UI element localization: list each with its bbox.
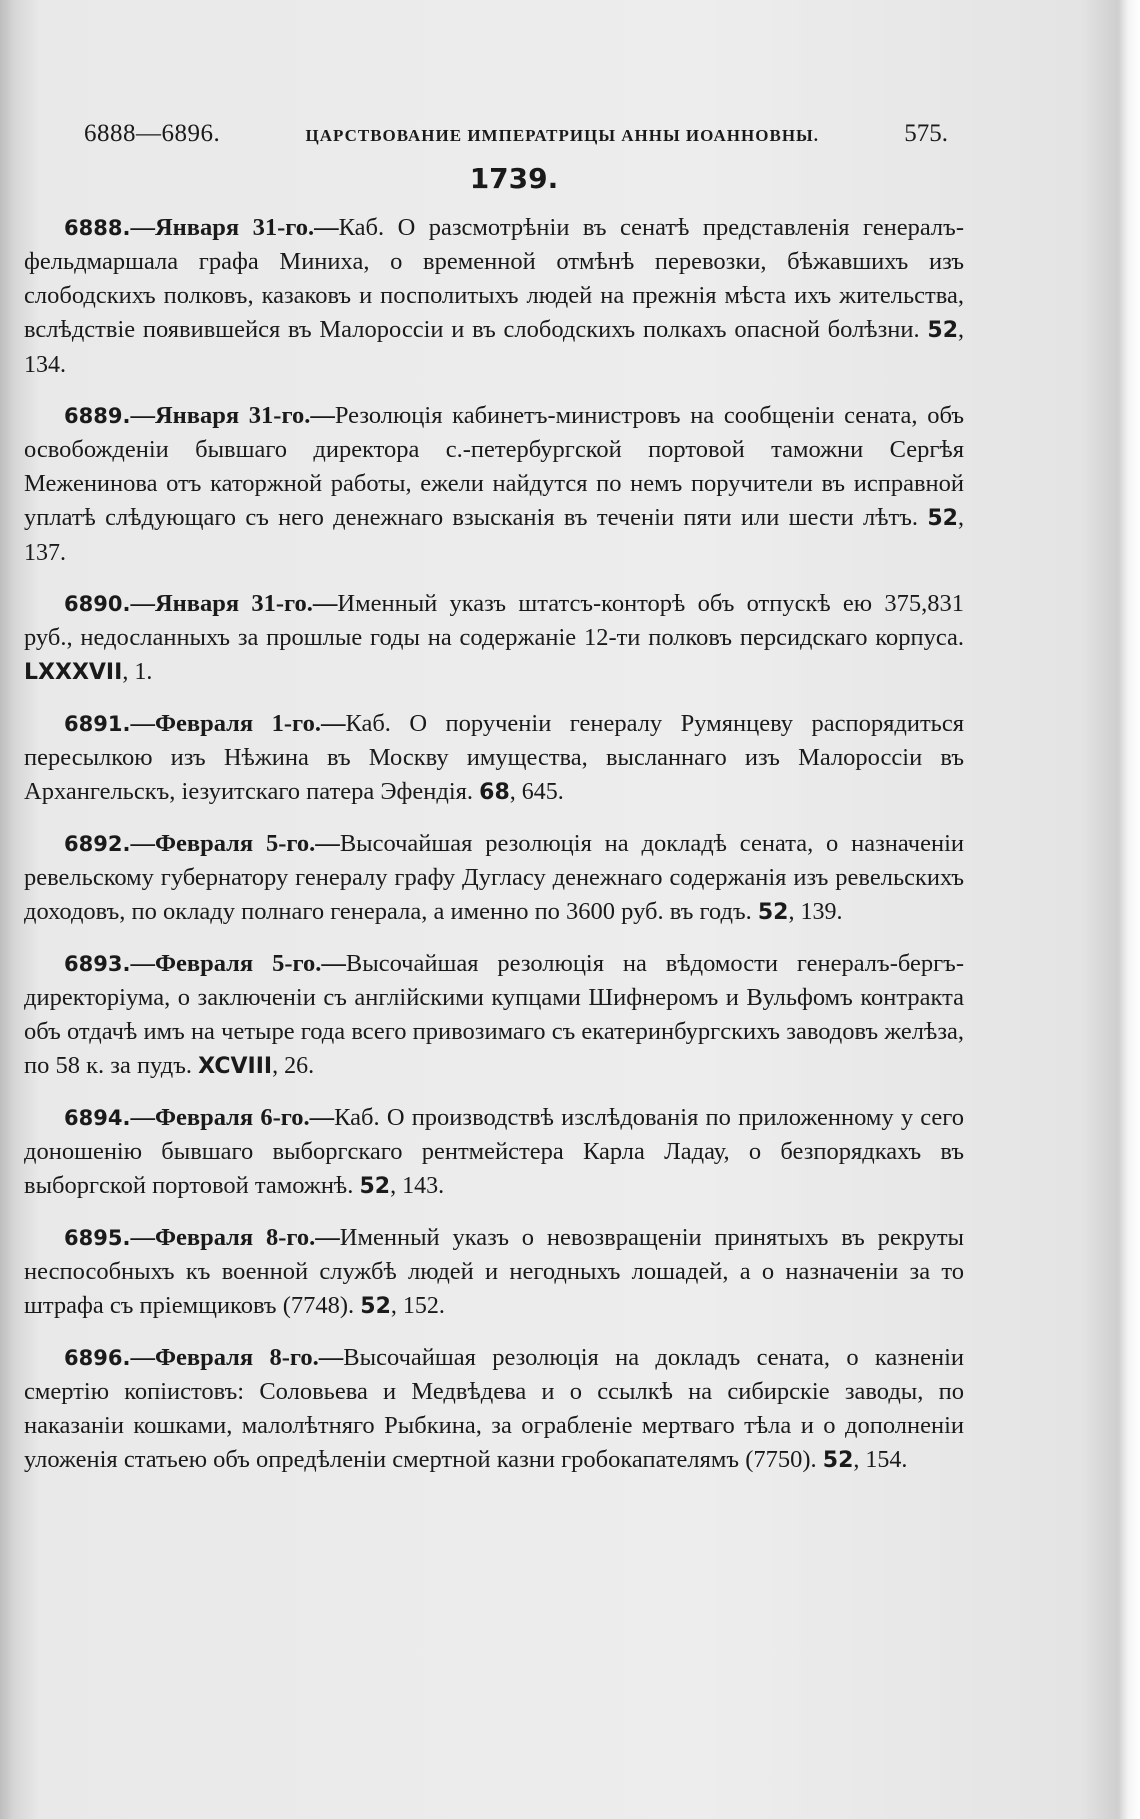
year-heading: 1739. [469,162,559,195]
entry-6891 [24,707,964,810]
entry-date: —Февраля 1-го.— [130,710,346,737]
entry-page-ref: , 154. [853,1447,908,1473]
entry-number: 6893. [64,952,131,976]
entry-6896 [24,1341,964,1478]
entry-6889 [24,399,964,570]
entry-text: Каб. О разсмотрѣніи въ сенатѣ представленія генералъ-фельдмаршала графа Миниха, о временной отмѣнѣ перевозки, бѣжавшихъ изъ слободскихъ полковъ, казаковъ и посполитыхъ людей на прежнія мѣста ихъ жительства, вслѣдствіе появившейся въ Малороссіи и въ слободскихъ полкахъ опасной болѣзни. [24,214,964,343]
entry-date: —Февраля 5-го.— [130,950,346,977]
entry-date: —Января 31-го.— [130,590,338,617]
entry-6892 [24,827,964,930]
entry-number: 6896. [64,1346,131,1370]
entry-text: Каб. О порученіи генералу Румянцеву распорядиться пересылкою изъ Нѣжина въ Москву имущества, высланнаго изъ Малороссіи въ Архангельскъ, іезуитскаго патера Эфендія. [24,710,964,805]
entry-page-ref: , 1. [122,659,153,685]
entry-number: 6888. [64,216,131,240]
document-page [24,120,964,1495]
entry-number: 6890. [64,592,131,616]
entry-6893 [24,947,964,1084]
entry-date: —Февраля 8-го.— [130,1344,344,1371]
entry-date: —Января 31-го.— [130,214,339,241]
entry-range: 6888—6896. [84,120,221,147]
entry-volume: XCVIII [198,1054,273,1079]
entry-number: 6892. [64,832,131,856]
entry-number: 6894. [64,1106,131,1130]
entry-number: 6889. [64,404,131,428]
entry-volume: LXXXVII [24,660,123,685]
entry-date: —Февраля 6-го.— [130,1104,335,1131]
entry-6894 [24,1101,964,1204]
entry-text: Высочайшая резолюція на докладъ сената, о казненіи смертію копiистовъ: Соловьева и Медвѣдева и о ссылкѣ на сибирскіе заводы, по наказаніи кошками, малолѣтняго Рыбкина, за ограбленіе мертваго тѣла и о дополненіи уложенія статьею объ опредѣленіи смертной казни гробокапателямъ (7750). [24,1344,964,1473]
entry-6888 [24,211,964,382]
entry-volume: 52 [927,506,958,531]
page-number: 575. [904,120,948,147]
entry-volume: 52 [822,1448,854,1473]
entry-number: 6895. [64,1226,131,1250]
entry-volume: 68 [479,780,510,805]
running-title: ЦАРСТВОВАНИЕ ИМПЕРАТРИЦЫ АННЫ ИОАННОВНЫ. [305,126,819,145]
entry-page-ref: , 137. [24,505,964,566]
entry-volume: 52 [359,1174,391,1199]
entry-6895 [24,1221,964,1324]
entry-text: Высочайшая резолюція на вѣдомости генералъ-бергъ-директоріума, о заключеніи съ англійскими купцами Шифнеромъ и Вульфомъ контракта объ отдачѣ имъ на четыре года всего привозимаго съ екатеринбургскихъ заводовъ желѣза, по 58 к. за пудъ. [24,950,964,1079]
entry-date: —Января 31-го.— [130,402,335,429]
entry-page-ref: , 645. [509,779,564,805]
entry-page-ref: , 143. [390,1173,445,1199]
entry-date: —Февраля 5-го.— [130,830,340,857]
entry-text: Именный указъ о невозвращеніи принятыхъ въ рекруты неспособныхъ къ военной службѣ людей и негодныхъ лошадей, а о назначеніи за то штрафа съ пріемщиковъ (7748). [24,1224,965,1319]
entry-text: Резолюція кабинетъ-министровъ на сообщеніи сената, объ освобожденіи бывшаго директора с.-петербургской портовой таможни Сергѣя Меженинова отъ каторжной работы, ежели найдутся по немъ поручители въ исправной уплатѣ слѣдующаго съ него денежнаго взысканія въ теченіи пяти или шести лѣтъ. [24,402,964,531]
entry-page-ref: , 139. [788,899,843,925]
entry-page-ref: , 134. [24,317,965,378]
entry-date: —Февраля 8-го.— [130,1224,340,1251]
entry-volume: 52 [927,318,959,343]
entry-text: Каб. О производствѣ изслѣдованія по приложенному у сего доношенію бывшаго выборгскаго рентмейстера Карла Ладау, о безпорядкахъ въ выборгской портовой таможнѣ. [24,1104,964,1199]
entry-text: Именный указъ штатсъ-конторѣ объ отпускѣ ею 375,831 руб., недосланныхъ за прошлые годы на содержаніе 12-ти полковъ персидскаго корпуса. [24,590,964,651]
running-head [24,120,964,148]
entry-page-ref: , 152. [390,1293,445,1319]
entry-text: Высочайшая резолюція на докладѣ сената, о назначеніи ревельскому губернатору генералу графу Дугласу денежнаго содержанія изъ ревельскихъ доходовъ, по окладу полнаго генерала, а именно по 3600 руб. въ годъ. [24,830,964,925]
entry-volume: 52 [757,900,789,925]
entry-volume: 52 [360,1294,391,1319]
entry-page-ref: , 26. [272,1053,315,1079]
entry-6890 [24,587,964,690]
entry-number: 6891. [64,712,131,736]
